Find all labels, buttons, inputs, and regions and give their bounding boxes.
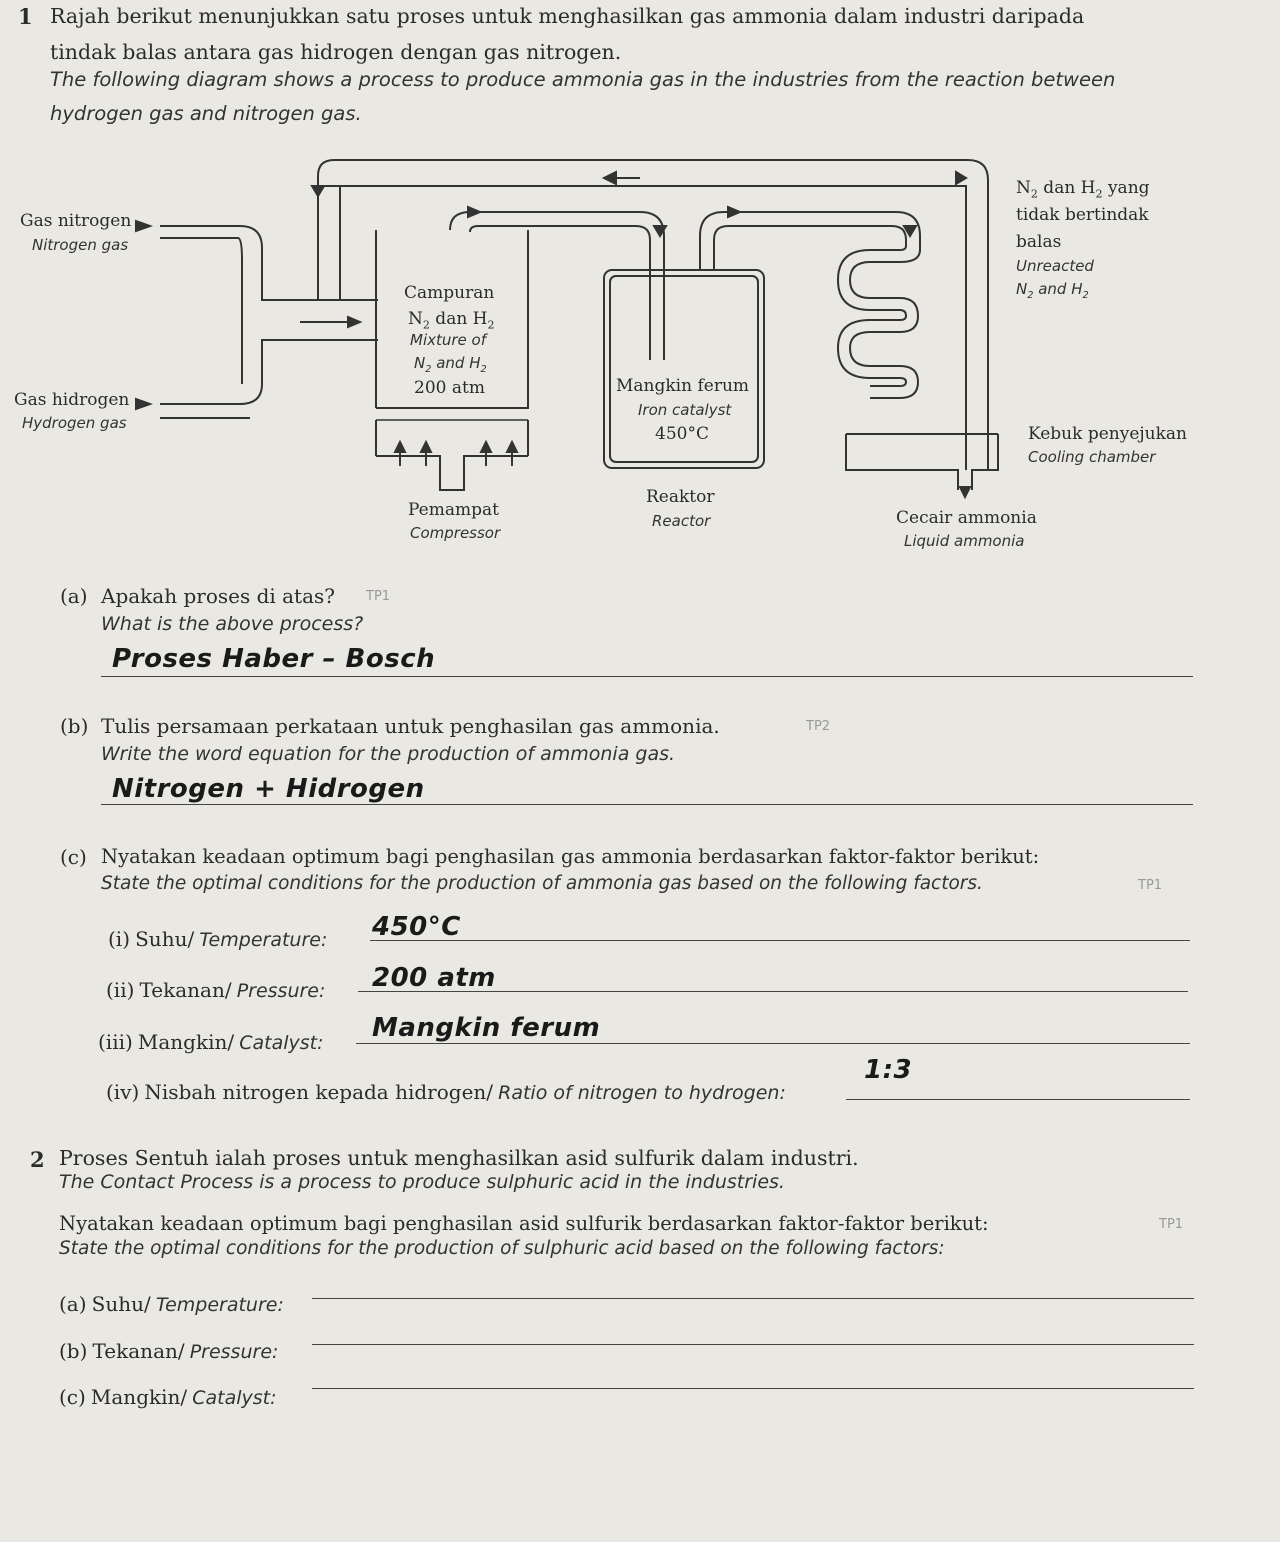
label-pressure: 200 atm (414, 378, 485, 398)
q2-intro-en: The Contact Process is a process to produce sulphuric acid in the industries. (59, 1171, 785, 1193)
q1a-answer-line (101, 676, 1193, 677)
q1c-item-catalyst: (iii) Mangkin/ Catalyst: (98, 1030, 324, 1054)
label-reactor-ms: Reaktor (646, 487, 715, 507)
label-mixture-ms: Campuran (404, 283, 495, 303)
q1c-answer-catalyst: Mangkin ferum (372, 1013, 601, 1043)
q1-intro-ms: Rajah berikut menunjukkan satu proses untuk menghasilkan gas ammonia dalam industri daripada (50, 4, 1085, 28)
q2-item-catalyst: (c) Mangkin/ Catalyst: (59, 1385, 277, 1409)
q1b-tag: TP2 (806, 719, 831, 734)
q1c-item-temperature: (i) Suhu/ Temperature: (108, 927, 328, 951)
q1b-label: (b) (60, 714, 89, 738)
q1a-answer: Proses Haber – Bosch (112, 644, 436, 674)
label-cooling-ms: Kebuk penyejukan (1028, 424, 1188, 444)
label-mixture-en: Mixture of (410, 331, 486, 349)
q1a-label: (a) (60, 584, 88, 608)
q1c-answer-temperature: 450°C (372, 912, 461, 942)
q1c-question-ms: Nyatakan keadaan optimum bagi penghasilan gas ammonia berdasarkan faktor-faktor berikut: (101, 845, 1040, 868)
question-2-number: 2 (30, 1147, 45, 1172)
q1a-question-ms: Apakah proses di atas? (101, 584, 336, 608)
q1-intro-en-2: hydrogen gas and nitrogen gas. (50, 102, 362, 125)
q1b-question-en: Write the word equation for the production of ammonia gas. (101, 743, 676, 765)
q1c-item-ratio: (iv) Nisbah nitrogen kepada hidrogen/ Ratio of nitrogen to hydrogen: (106, 1080, 786, 1104)
q2-line-catalyst[interactable] (312, 1388, 1194, 1389)
label-liquid-ms: Cecair ammonia (896, 508, 1037, 528)
q1c-line-ratio (846, 1099, 1190, 1100)
label-unreacted-en-2: $N_2$ and $H_2$ (1016, 280, 1089, 301)
label-unreacted-en-1: Unreacted (1016, 257, 1094, 275)
q1a-tag: TP1 (366, 589, 391, 604)
q1c-answer-pressure: 200 atm (372, 963, 496, 993)
label-hydrogen-ms: Gas hidrogen (14, 390, 130, 410)
q1c-line-temperature (370, 940, 1190, 941)
q2-item-pressure: (b) Tekanan/ Pressure: (59, 1339, 279, 1363)
q2-line-temperature[interactable] (312, 1298, 1194, 1299)
question-1-number: 1 (18, 4, 33, 29)
label-catalyst-en: Iron catalyst (638, 401, 732, 419)
label-liquid-en: Liquid ammonia (904, 532, 1025, 550)
label-hydrogen-en: Hydrogen gas (22, 414, 127, 432)
q2-item-temperature: (a) Suhu/ Temperature: (59, 1292, 284, 1316)
q1-intro-en: The following diagram shows a process to produce ammonia gas in the industries from the reaction between (50, 68, 1116, 91)
label-compressor-ms: Pemampat (408, 500, 499, 520)
label-mixture-ms-formula: $N_2$ dan $H_2$ (408, 309, 495, 332)
q2-intro-ms: Proses Sentuh ialah proses untuk menghasilkan asid sulfurik dalam industri. (59, 1146, 859, 1170)
q1b-question-ms: Tulis persamaan perkataan untuk penghasilan gas ammonia. (101, 714, 720, 738)
label-compressor-en: Compressor (410, 524, 501, 542)
label-reactor-temp: 450°C (655, 424, 709, 444)
q1c-label: (c) (60, 845, 87, 869)
q2-question-en: State the optimal conditions for the production of sulphuric acid based on the following factors: (59, 1238, 945, 1259)
label-nitrogen-en: Nitrogen gas (32, 236, 129, 254)
label-nitrogen-ms: Gas nitrogen (20, 211, 132, 231)
q1c-line-catalyst (356, 1043, 1190, 1044)
q1-intro-ms-2: tindak balas antara gas hidrogen dengan gas nitrogen. (50, 40, 622, 64)
q1c-answer-ratio: 1:3 (864, 1055, 913, 1085)
label-unreacted-ms-2: tidak bertindak (1016, 205, 1149, 225)
q2-line-pressure[interactable] (312, 1344, 1194, 1345)
label-reactor-en: Reactor (652, 512, 711, 530)
label-cooling-en: Cooling chamber (1028, 448, 1156, 466)
q1c-question-en: State the optimal conditions for the production of ammonia gas based on the following factors. (101, 873, 983, 894)
q1b-answer: Nitrogen + Hidrogen (112, 774, 425, 804)
label-unreacted-ms-3: balas (1016, 232, 1062, 252)
q1c-tag: TP1 (1138, 878, 1163, 893)
label-mixture-en-formula: $N_2$ and $H_2$ (414, 354, 487, 375)
q1a-question-en: What is the above process? (101, 613, 364, 635)
q1c-line-pressure (358, 991, 1188, 992)
label-catalyst-ms: Mangkin ferum (616, 376, 750, 396)
label-unreacted-ms-1: $N_2$ dan $H_2$ yang (1016, 178, 1150, 201)
q2-question-ms: Nyatakan keadaan optimum bagi penghasilan asid sulfurik berdasarkan faktor-faktor berikut: (59, 1212, 989, 1235)
q1b-answer-line (101, 804, 1193, 805)
q2-tag: TP1 (1159, 1217, 1184, 1232)
q1c-item-pressure: (ii) Tekanan/ Pressure: (106, 978, 326, 1002)
